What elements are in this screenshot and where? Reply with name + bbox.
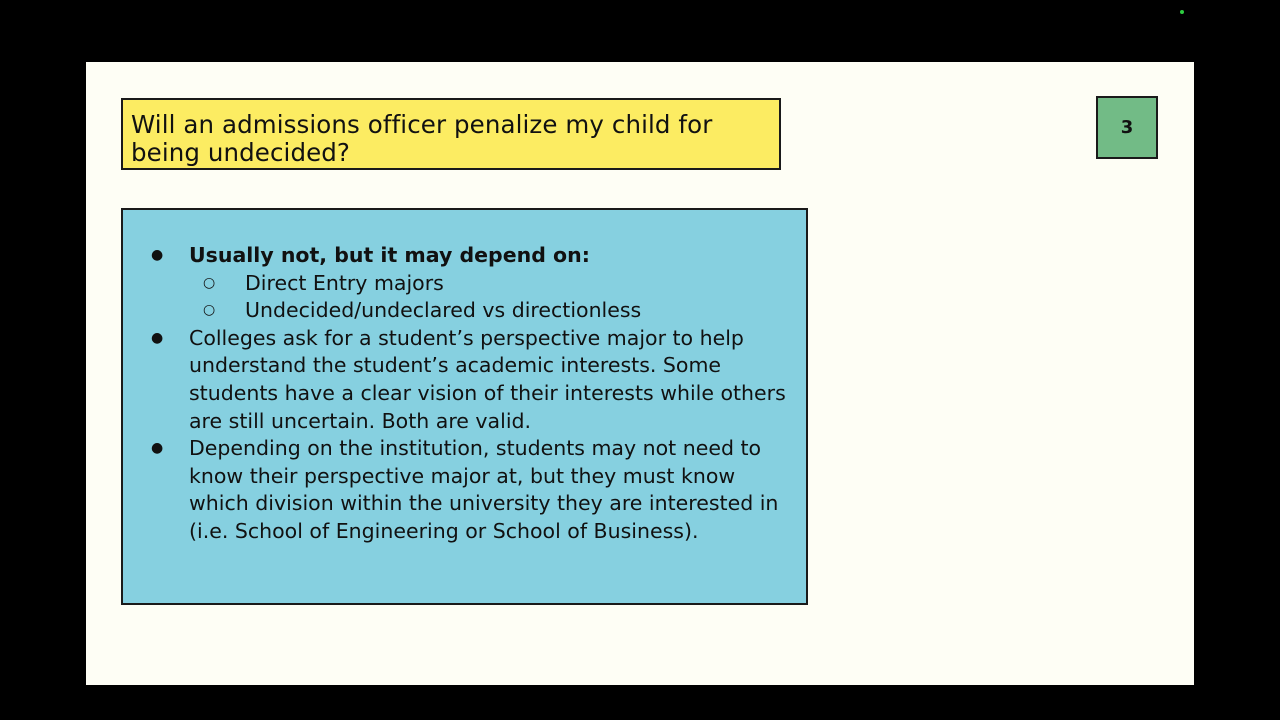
recording-indicator-dot xyxy=(1180,10,1184,14)
bullet-item xyxy=(147,325,794,435)
sub-bullet-text: Direct Entry majors xyxy=(245,270,444,295)
slide-title-box xyxy=(121,98,781,170)
bullet-item xyxy=(147,242,794,325)
hollow-circle-icon: ○ xyxy=(203,302,216,319)
presentation-slide xyxy=(86,62,1194,685)
slide-title: Will an admissions officer penalize my child for being undecided? xyxy=(131,110,713,167)
sub-bullet-item xyxy=(189,270,794,298)
bullet-dot-icon: ● xyxy=(151,440,164,457)
bullet-text: Depending on the institution, students may not need to know their perspective major at, but they must know which division within the university they are interested in (i.e. School of Engineering or School of Business). xyxy=(189,436,779,543)
sub-bullet-text: Undecided/undeclared vs directionless xyxy=(245,298,642,323)
sub-bullet-item xyxy=(189,297,794,325)
bullet-dot-icon: ● xyxy=(151,247,164,263)
slide-content-box xyxy=(121,208,808,605)
bullet-list xyxy=(147,242,794,546)
bullet-dot-icon: ● xyxy=(151,329,164,346)
bullet-text: Usually not, but it may depend on: xyxy=(189,243,590,267)
slide-number-badge: 3 xyxy=(1096,96,1158,159)
sub-bullet-list xyxy=(189,270,794,325)
bullet-text: Colleges ask for a student’s perspective major to help understand the student’s academic interests. Some students have a clear vision of their interests while others are still uncertain. Both are valid. xyxy=(189,325,786,433)
bullet-item xyxy=(147,435,794,545)
hollow-circle-icon: ○ xyxy=(203,274,216,291)
